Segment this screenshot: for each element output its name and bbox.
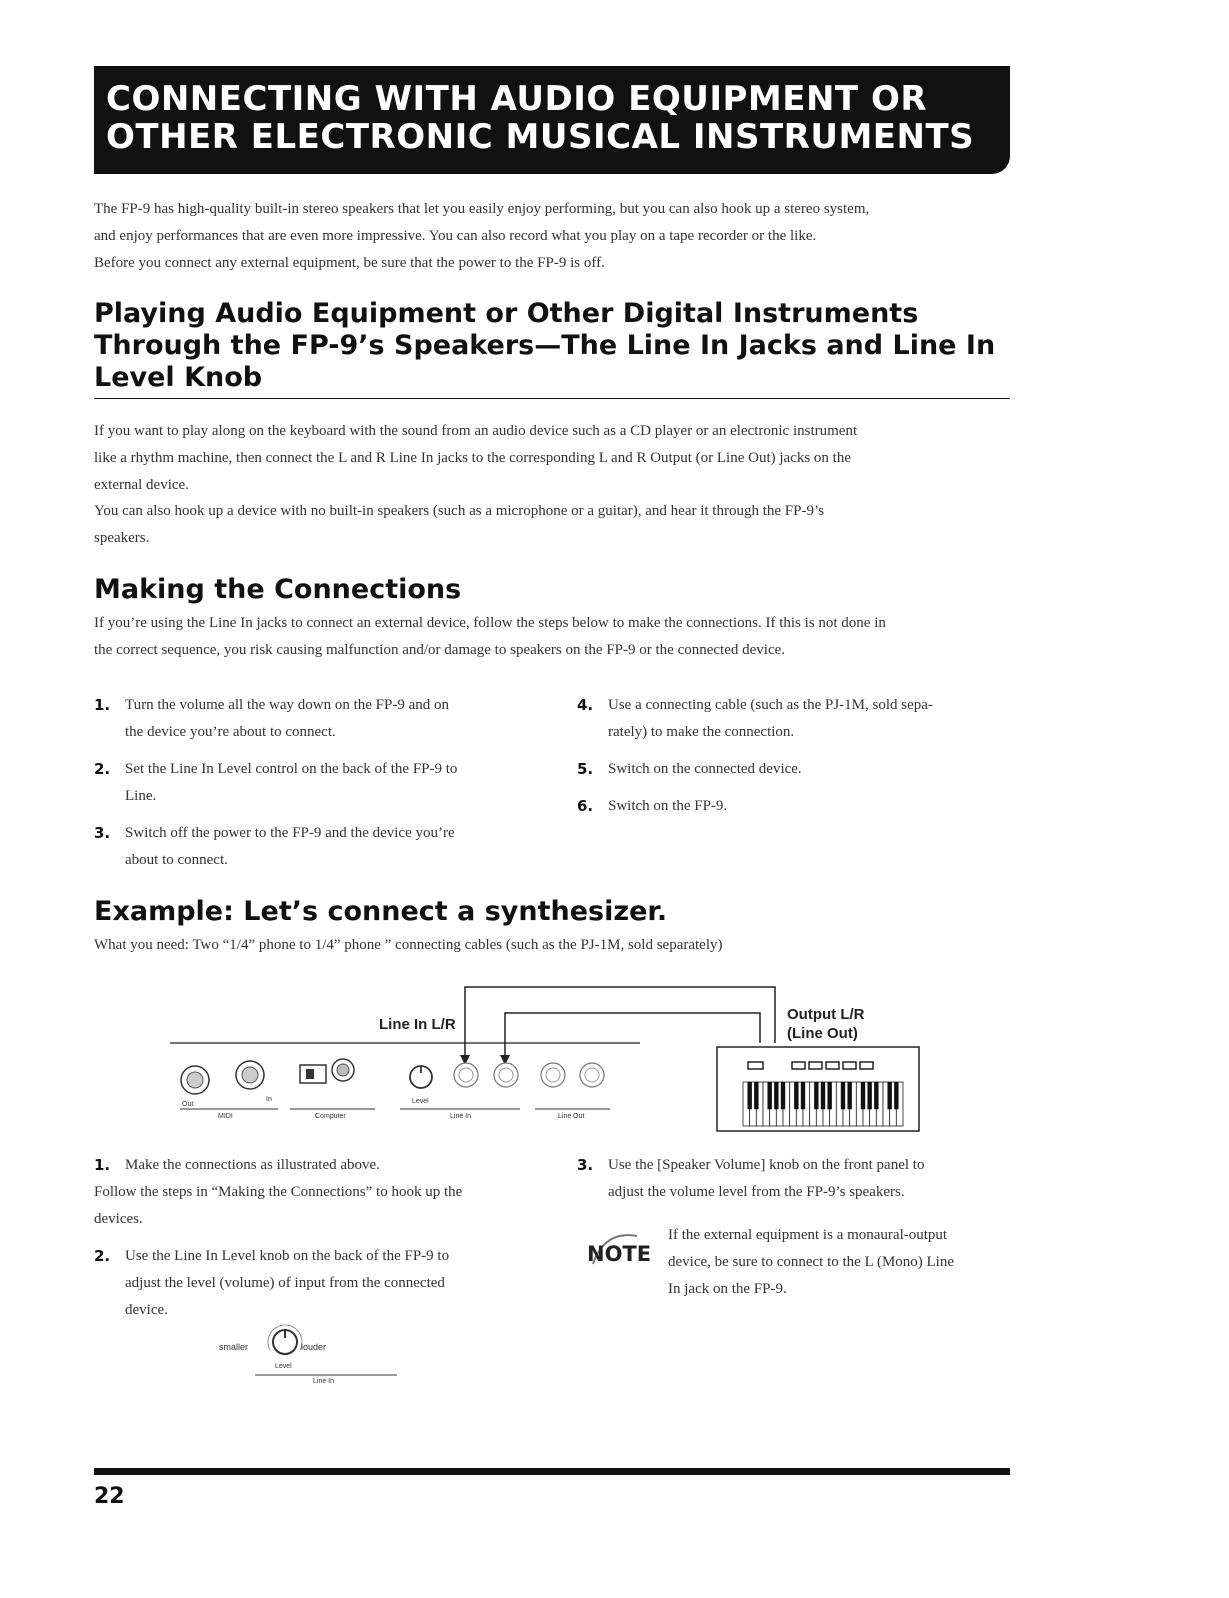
section1-paragraph-2: You can also hook up a device with no built-in speakers (such as a microphone or a guitar), and hear it through the FP-9’s speakers.	[94, 503, 824, 546]
knob-line-in-label: Line In	[313, 1378, 335, 1384]
line-in-group-label: Line In	[450, 1113, 472, 1120]
black-key	[814, 1082, 818, 1109]
example-step-1-detail: Follow the steps in “Making the Connections” to hook up the devices.	[94, 1184, 463, 1227]
smaller-label: smaller	[219, 1342, 249, 1352]
black-key	[894, 1082, 898, 1109]
intro-paragraph: The FP-9 has high-quality built-in stereo speakers that let you easily enjoy performing, but you can also hook up a stereo system, and enjoy performances that are even more impressive. You can also record what you play on a tape recorder or the like. Before you connect any external equipment, be sure that the power to the FP-9 is off.	[94, 201, 870, 271]
note-text: If the external equipment is a monaural-output device, be sure to connect to the L (Mono) Line In jack on the FP-9.	[668, 1227, 955, 1297]
level-knob-figure	[215, 1322, 405, 1384]
chapter-title-line-1: CONNECTING WITH AUDIO EQUIPMENT OR	[106, 79, 928, 119]
black-key	[794, 1082, 798, 1109]
knob-level-label: Level	[275, 1363, 292, 1370]
black-key	[767, 1082, 771, 1109]
black-key	[841, 1082, 845, 1109]
black-key	[821, 1082, 825, 1109]
black-key	[874, 1082, 878, 1109]
black-key	[801, 1082, 805, 1109]
black-key	[747, 1082, 751, 1109]
black-key	[867, 1082, 871, 1109]
page-number: 22	[94, 1484, 125, 1509]
line-out-group-label: Line Out	[558, 1113, 585, 1120]
footer-rule	[94, 1468, 1010, 1475]
line-in-lr-label: Line In L/R	[379, 1016, 456, 1033]
section1-paragraph-1: If you want to play along on the keyboard with the sound from an audio device such as a CD player or an electronic instrument like a rhythm machine, then connect the L and R Line In jacks to the corresponding L and R Output (or Line Out) jacks on the external device.	[94, 423, 858, 493]
black-key	[847, 1082, 851, 1109]
chapter-title	[106, 80, 974, 156]
computer-label: Computer	[315, 1113, 346, 1120]
in-label: In	[266, 1096, 272, 1103]
chapter-title-line-2: OTHER ELECTRONIC MUSICAL INSTRUMENTS	[106, 117, 975, 157]
louder-label: louder	[301, 1342, 327, 1352]
heading-rule	[94, 398, 1010, 399]
black-key	[754, 1082, 758, 1109]
note-icon	[585, 1230, 651, 1274]
what-you-need: What you need: Two “1/4” phone to 1/4” phone ” connecting cables (such as the PJ-1M, sold separately)	[94, 937, 723, 953]
output-lr-label: Output L/R (Line Out)	[787, 1006, 865, 1042]
black-key	[861, 1082, 865, 1109]
section-heading-example: Example: Let’s connect a synthesizer.	[94, 896, 668, 927]
black-key	[827, 1082, 831, 1109]
black-key	[781, 1082, 785, 1109]
section-heading-making-connections: Making the Connections	[94, 574, 462, 605]
section-heading-line-in: Playing Audio Equipment or Other Digital Instruments Through the FP-9’s Speakers—The Line In Jacks and Line In Level Knob	[94, 298, 996, 393]
section2-paragraph: If you’re using the Line In jacks to connect an external device, follow the steps below to make the connections. If this is not done in the correct sequence, you risk causing malfunction and/or damage to speakers on the FP-9 or the connected device.	[94, 615, 886, 658]
out-label: Out	[182, 1101, 194, 1108]
black-key	[774, 1082, 778, 1109]
synth-keyboard	[743, 1082, 903, 1126]
connection-diagram	[160, 985, 930, 1135]
level-label: Level	[412, 1098, 429, 1105]
black-key	[887, 1082, 891, 1109]
svg-text:NOTE: NOTE	[587, 1242, 651, 1266]
midi-label: MIDI	[218, 1113, 233, 1120]
